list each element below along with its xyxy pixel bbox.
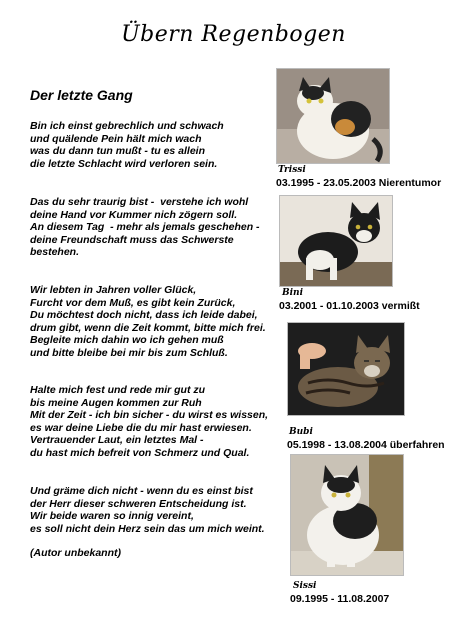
cat-photo-sissi: [290, 454, 404, 576]
poem-stanza-2: Das du sehr traurig bist - verstehe ich wohl deine Hand vor Kummer nich zögern soll. An diesem Tag - mehr als jemals geschehen - deine Freundschaft muss das Schwerste bestehen.: [30, 196, 260, 258]
cat-name-sissi: Sissi: [293, 581, 317, 591]
poem-author: (Autor unbekannt): [30, 547, 121, 559]
cat-dates-bini: 03.2001 - 01.10.2003 vermißt: [279, 300, 420, 312]
cat-photo-trissi: [276, 68, 390, 164]
cat-photo-bini: [279, 195, 393, 287]
poem-stanza-4: Halte mich fest und rede mir gut zu bis meine Augen kommen zur Ruh Mit der Zeit - ich bin sicher - du wirst es wissen, es war deine Liebe die du mir hast erwiesen. Vertrauender Laut, ein letztes Mal - du hast mich befreit von Schmerz und Qual.: [30, 384, 269, 459]
cat-dates-sissi: 09.1995 - 11.08.2007: [290, 593, 390, 605]
cat-dates-trissi: 03.1995 - 23.05.2003 Nierentumor: [276, 177, 442, 189]
poem-stanza-5: Und gräme dich nicht - wenn du es einst bist der Herr dieser schweren Entscheidung ist. Wir beide waren so innig vereint, es soll nicht dein Herz sein das um mich weint.: [30, 485, 265, 535]
cat-photo-bubi: [287, 322, 405, 416]
poem-stanza-1: Bin ich einst gebrechlich und schwach und quälende Pein hält mich wach was du dann tun mußt - tu es allein die letzte Schlacht wird verloren sein.: [30, 120, 224, 170]
cat-name-bubi: Bubi: [289, 427, 313, 437]
page-title: Übern Regenbogen: [121, 22, 346, 47]
poem-stanza-3: Wir lebten in Jahren voller Glück, Furcht vor dem Muß, es gibt kein Zurück, Du möchtest doch nicht, dass ich leide dabei, drum gibt, wenn die Zeit kommt, bitte mich frei. Begleite mich dahin wo ich gehen muß und bitte bleibe bei mir bis zum Schluß.: [30, 284, 266, 359]
cat-name-trissi: Trissi: [278, 165, 306, 175]
poem-title: Der letzte Gang: [30, 87, 133, 103]
cat-name-bini: Bini: [282, 288, 303, 298]
cat-dates-bubi: 05.1998 - 13.08.2004 überfahren: [287, 439, 445, 451]
